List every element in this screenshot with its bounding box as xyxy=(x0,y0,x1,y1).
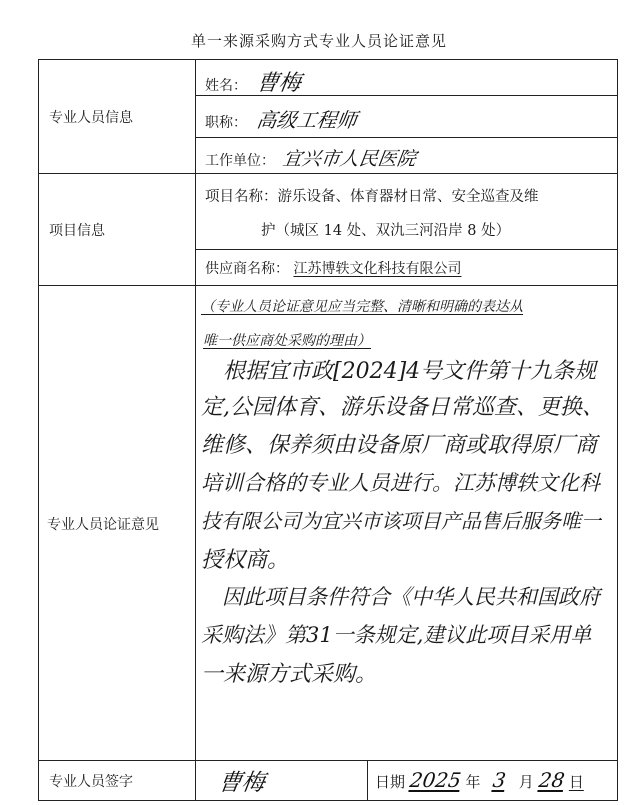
opinion-line: 根据宜市政[2024]4号文件第十九条规 xyxy=(201,359,597,384)
personnel-info-label: 专业人员信息 xyxy=(49,110,133,126)
opinion-line: 一来源方式采购。 xyxy=(201,662,378,687)
opinion-label: 专业人员论证意见 xyxy=(47,517,159,533)
opinion-line: 定,公园体育、游乐设备日常巡查、更换、 xyxy=(201,395,604,420)
row-divider xyxy=(195,249,617,250)
name-value: 曹梅 xyxy=(255,71,303,96)
row-divider xyxy=(39,285,617,286)
title-row xyxy=(205,104,357,133)
unit-label: 工作单位： xyxy=(205,153,275,169)
date-year: 2025 xyxy=(408,768,463,792)
name-label: 姓名： xyxy=(205,78,247,94)
column-divider-signature xyxy=(195,760,196,800)
opinion-text xyxy=(201,352,615,752)
title-label: 职称： xyxy=(205,115,247,131)
date-year-unit: 年 xyxy=(465,773,481,791)
project-name-row xyxy=(205,185,539,206)
document-title: 单一来源采购方式专业人员论证意见 xyxy=(190,32,447,50)
project-name-line2: 护（城区 14 处、双氿三河沿岸 8 处） xyxy=(261,223,511,239)
opinion-line: 采购法》第31一条规定,建议此项目采用单 xyxy=(201,623,592,647)
date-month: 3 xyxy=(491,768,508,792)
date-month-unit: 月 xyxy=(518,773,534,791)
row-divider xyxy=(39,173,617,174)
signature-date-divider xyxy=(367,760,368,800)
project-info-label: 项目信息 xyxy=(49,223,105,239)
signature-label: 专业人员签字 xyxy=(49,774,133,790)
date-day: 28 xyxy=(536,768,566,792)
column-divider xyxy=(195,60,196,760)
form-table xyxy=(38,59,618,801)
row-divider xyxy=(39,760,617,761)
signer-signature: 曹梅 xyxy=(216,770,267,796)
title-value: 高级工程师 xyxy=(255,108,359,132)
project-name-label: 项目名称： xyxy=(205,189,278,205)
date-row xyxy=(375,768,584,792)
date-day-unit: 日 xyxy=(568,773,584,791)
name-row xyxy=(205,66,301,97)
opinion-line: 培训合格的专业人员进行。江苏博轶文化科 xyxy=(201,471,600,495)
date-label: 日期 xyxy=(375,773,406,791)
row-divider xyxy=(195,137,617,138)
project-name-line1: 游乐设备、体育器材日常、安全巡查及维 xyxy=(277,189,539,205)
unit-row xyxy=(205,144,416,171)
opinion-note-line2: 唯一供应商处采购的理由） xyxy=(203,333,371,349)
opinion-note-line1: （专业人员论证意见应当完整、清晰和明确的表达从 xyxy=(201,299,523,315)
unit-value: 宜兴市人民医院 xyxy=(281,148,418,170)
opinion-line: 授权商。 xyxy=(201,548,290,573)
supplier-label: 供应商名称： xyxy=(205,261,289,277)
supplier-value: 江苏博轶文化科技有限公司 xyxy=(293,261,462,277)
opinion-line: 因此项目条件符合《中华人民共和国政府 xyxy=(201,585,600,609)
opinion-line: 维修、保养须由设备原厂商或取得原厂商 xyxy=(201,433,598,458)
supplier-row xyxy=(205,258,461,278)
opinion-line: 技有限公司为宜兴市该项目产品售后服务唯一 xyxy=(201,509,601,533)
